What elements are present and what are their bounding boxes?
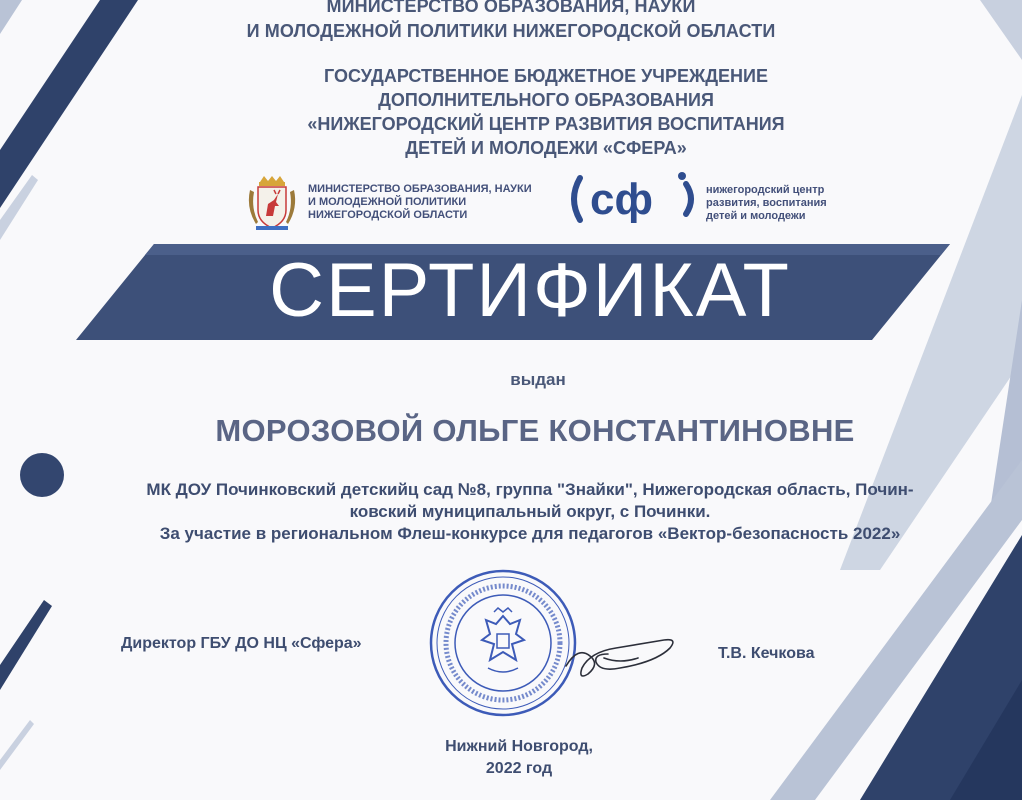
ministry-header-line2: И МОЛОДЕЖНОЙ ПОЛИТИКИ НИЖЕГОРОДСКОЙ ОБЛАСТИ <box>246 21 776 41</box>
sfera-logo-icon <box>566 170 706 228</box>
organization-line2: ковский муниципальный округ, с Починки. <box>349 502 711 521</box>
sfera-logo-text-line2: развития, воспитания <box>706 197 827 209</box>
ministry-logo-text-line1: МИНИСТЕРСТВО ОБРАЗОВАНИЯ, НАУКИ <box>308 183 532 195</box>
recipient-organization <box>80 479 980 545</box>
sfera-logo-text-line3: детей и молодежи <box>706 210 806 222</box>
institution-line3: «НИЖЕГОРОДСКИЙ ЦЕНТР РАЗВИТИЯ ВОСПИТАНИЯ <box>307 114 785 134</box>
signature-icon <box>560 628 690 684</box>
place-and-year <box>0 736 1022 780</box>
institution-line2: ДОПОЛНИТЕЛЬНОГО ОБРАЗОВАНИЯ <box>378 90 714 110</box>
sfera-logo-text-line1: нижегородский центр <box>706 184 825 196</box>
sfera-logo-text <box>706 184 886 223</box>
ministry-header-line1: МИНИСТЕРСТВО ОБРАЗОВАНИЯ, НАУКИ <box>326 0 696 16</box>
decor-dot-left <box>20 453 64 497</box>
year: 2022 год <box>485 760 553 777</box>
institution-line1: ГОСУДАРСТВЕННОЕ БЮДЖЕТНОЕ УЧРЕЖДЕНИЕ <box>324 66 768 86</box>
ministry-logo-text-line2: И МОЛОДЕЖНОЙ ПОЛИТИКИ <box>308 196 467 208</box>
coat-of-arms-icon <box>246 176 298 232</box>
ministry-logo-text-line3: НИЖЕГОРОДСКОЙ ОБЛАСТИ <box>308 209 468 221</box>
director-role: Директор ГБУ ДО НЦ «Сфера» <box>121 635 362 652</box>
decor-stripe-dark-left <box>0 600 52 690</box>
official-stamp-icon <box>428 568 578 718</box>
ministry-header <box>0 0 1022 44</box>
issued-label: выдан <box>510 370 566 389</box>
director-name: Т.В. Кечкова <box>718 645 815 662</box>
organization-line1: МК ДОУ Починковский детскийц сад №8, группа "Знайки", Нижегородская область, Почин- <box>146 480 914 499</box>
city: Нижний Новгород, <box>445 738 593 755</box>
sfera-logo-letters: сф <box>590 175 653 224</box>
institution-header <box>35 64 1022 160</box>
ministry-logo-text <box>308 183 558 222</box>
recipient-name: МОРОЗОВОЙ ОЛЬГЕ КОНСТАНТИНОВНЕ <box>215 413 855 448</box>
institution-line4: ДЕТЕЙ И МОЛОДЕЖИ «СФЕРА» <box>405 138 687 158</box>
participation-line: За участие в региональном Флеш-конкурсе для педагогов «Вектор-безопасность 2022» <box>159 524 901 543</box>
certificate-title: СЕРТИФИКАТ <box>269 248 791 333</box>
